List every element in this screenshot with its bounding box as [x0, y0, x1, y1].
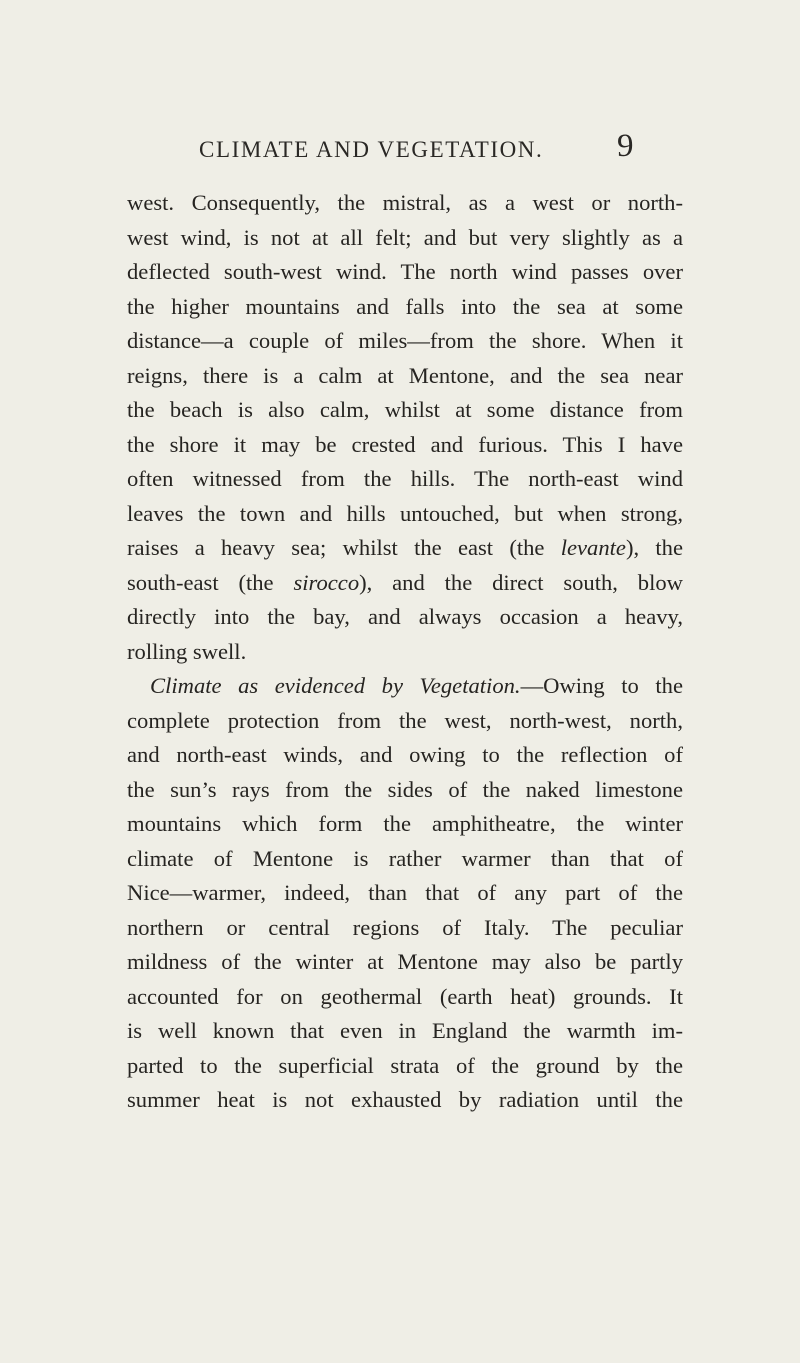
text-line: [127, 566, 683, 601]
text-line: mildness of the winter at Mentone may also be partly: [127, 949, 683, 974]
text-line: often witnessed from the hills. The north-east wind: [127, 466, 683, 491]
text-line: complete protection from the west, north-west, north,: [127, 707, 683, 733]
text-line: distance—a couple of miles—from the shore. When it: [127, 328, 683, 353]
italic-term-levante: levante: [560, 535, 626, 560]
text-line: summer heat is not exhausted by radiation until the: [127, 1087, 683, 1112]
text-segment: raises a heavy sea; whilst the east (the: [127, 535, 561, 560]
text-line: [127, 531, 683, 566]
text-line: northern or central regions of Italy. The peculiar: [127, 914, 683, 940]
text-segment: ), and the direct south, blow: [359, 569, 683, 595]
text-line: rolling swell.: [127, 638, 247, 664]
text-line: and north-east winds, and owing to the reflection of: [127, 742, 683, 767]
text-segment: ), the: [625, 535, 683, 560]
text-line: the beach is also calm, whilst at some distance from: [127, 397, 683, 422]
body-text: [127, 186, 683, 1118]
text-line: directly into the bay, and always occasion a heavy,: [127, 604, 683, 629]
text-line: mountains which form the amphitheatre, the winter: [127, 811, 683, 836]
text-line: leaves the town and hills untouched, but when strong,: [127, 500, 683, 526]
text-line: the shore it may be crested and furious. This I have: [127, 431, 683, 457]
text-line: Nice—warmer, indeed, than that of any part of the: [127, 880, 683, 905]
text-line: the sun’s rays from the sides of the naked limestone: [127, 776, 683, 802]
running-head: [0, 130, 800, 170]
text-line: west. Consequently, the mistral, as a west or north-: [127, 190, 683, 215]
text-line: climate of Mentone is rather warmer than that of: [127, 845, 683, 871]
page-number: 9: [617, 128, 634, 164]
italic-term-sirocco: sirocco: [293, 569, 360, 595]
text-line: deflected south-west wind. The north wind passes over: [127, 259, 683, 284]
section-heading: Climate as evidenced by Vegetation.: [150, 673, 521, 698]
text-line: reigns, there is a calm at Mentone, and the sea near: [127, 362, 683, 388]
text-line: is well known that even in England the warmth im-: [127, 1018, 683, 1043]
text-segment: —Owing to the: [520, 673, 683, 698]
text-line: accounted for on geothermal (earth heat) grounds. It: [127, 983, 683, 1009]
running-title: CLIMATE AND VEGETATION.: [199, 137, 544, 162]
text-segment: south-east (the: [127, 569, 294, 595]
text-line: the higher mountains and falls into the sea at some: [127, 293, 683, 319]
text-line: parted to the superficial strata of the ground by the: [127, 1052, 683, 1078]
text-line: [127, 669, 683, 704]
text-line: west wind, is not at all felt; and but very slightly as a: [127, 224, 683, 250]
